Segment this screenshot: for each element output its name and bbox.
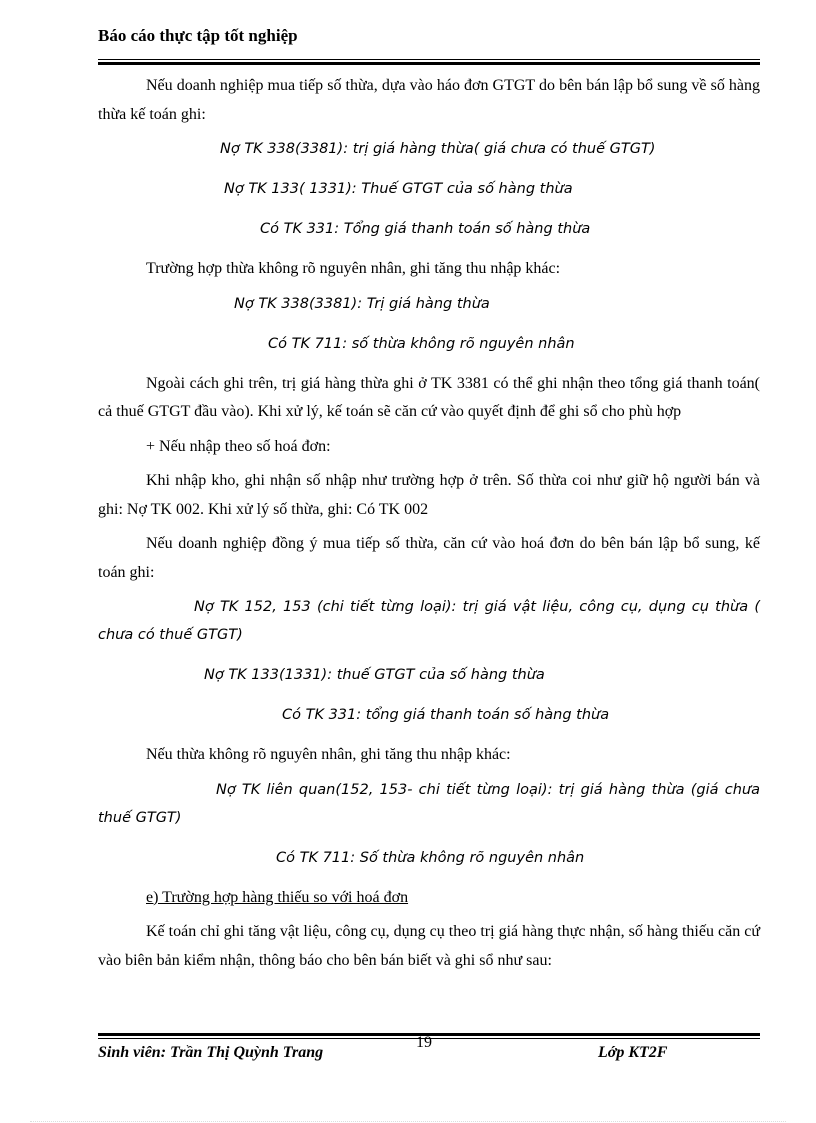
paragraph: Nếu doanh nghiệp đồng ý mua tiếp số thừa, căn cứ vào hoá đơn do bên bán lập bổ sung, kế toán ghi: — [98, 535, 760, 581]
paragraph: Kế toán chỉ ghi tăng vật liệu, công cụ, dụng cụ theo trị giá hàng thực nhận, số hàng thiếu căn cứ vào biên bản kiểm nhận, thông báo cho bên bán biết và ghi sổ như sau: — [98, 923, 760, 969]
journal-entry: Nợ TK 133( 1331): Thuế GTGT của số hàng thừa — [224, 181, 573, 197]
journal-entry: Có TK 331: Tổng giá thanh toán số hàng thừa — [260, 221, 591, 237]
student-name: Sinh viên: Trần Thị Quỳnh Trang — [98, 1044, 324, 1061]
journal-entry: Nợ TK 338(3381): trị giá hàng thừa( giá chưa có thuế GTGT) — [220, 141, 656, 157]
paragraph: + Nếu nhập theo số hoá đơn: — [146, 437, 331, 455]
journal-entry: Nợ TK liên quan(152, 153- chi tiết từng loại): trị giá hàng thừa (giá chưa thuế GTGT) — [98, 781, 760, 826]
paragraph: Nếu thừa không rõ nguyên nhân, ghi tăng thu nhập khác: — [146, 746, 511, 763]
page-footer — [98, 1034, 760, 1066]
paragraph: Nếu doanh nghiệp mua tiếp số thừa, dựa vào háo đơn GTGT do bên bán lập bổ sung về số hàng thừa kế toán ghi: — [98, 77, 760, 123]
document-body — [98, 72, 760, 981]
journal-entry: Có TK 711: số thừa không rõ nguyên nhân — [268, 335, 575, 352]
page-header-title: Báo cáo thực tập tốt nghiệp — [98, 26, 298, 45]
section-heading: e) Trường hợp hàng thiếu so với hoá đơn — [146, 888, 409, 906]
journal-entry: Nợ TK 133(1331): thuế GTGT của số hàng thừa — [204, 667, 545, 683]
header-rule-thin — [98, 59, 760, 60]
class-name: Lớp KT2F — [598, 1044, 668, 1061]
journal-entry: Có TK 711: Số thừa không rõ nguyên nhân — [276, 849, 585, 866]
paragraph: Ngoài cách ghi trên, trị giá hàng thừa ghi ở TK 3381 có thể ghi nhận theo tổng giá thanh toán( cả thuế GTGT đầu vào). Khi xử lý, kế toán sẽ căn cứ vào quyết định để ghi sổ cho phù hợp — [98, 374, 760, 420]
page-bottom-border — [30, 1121, 786, 1122]
paragraph: Trường hợp thừa không rõ nguyên nhân, ghi tăng thu nhập khác: — [146, 260, 561, 277]
page-number: 19 — [416, 1034, 432, 1051]
paragraph: Khi nhập kho, ghi nhận số nhập như trường hợp ở trên. Số thừa coi như giữ hộ người bán và ghi: Nợ TK 002. Khi xử lý số thừa, ghi: Có TK 002 — [98, 472, 760, 518]
journal-entry: Nợ TK 338(3381): Trị giá hàng thừa — [234, 295, 490, 312]
journal-entry: Nợ TK 152, 153 (chi tiết từng loại): trị giá vật liệu, công cụ, dụng cụ thừa ( chưa có thuế GTGT) — [98, 599, 760, 643]
header-rule-thick — [98, 62, 760, 65]
journal-entry: Có TK 331: tổng giá thanh toán số hàng thừa — [282, 707, 610, 723]
